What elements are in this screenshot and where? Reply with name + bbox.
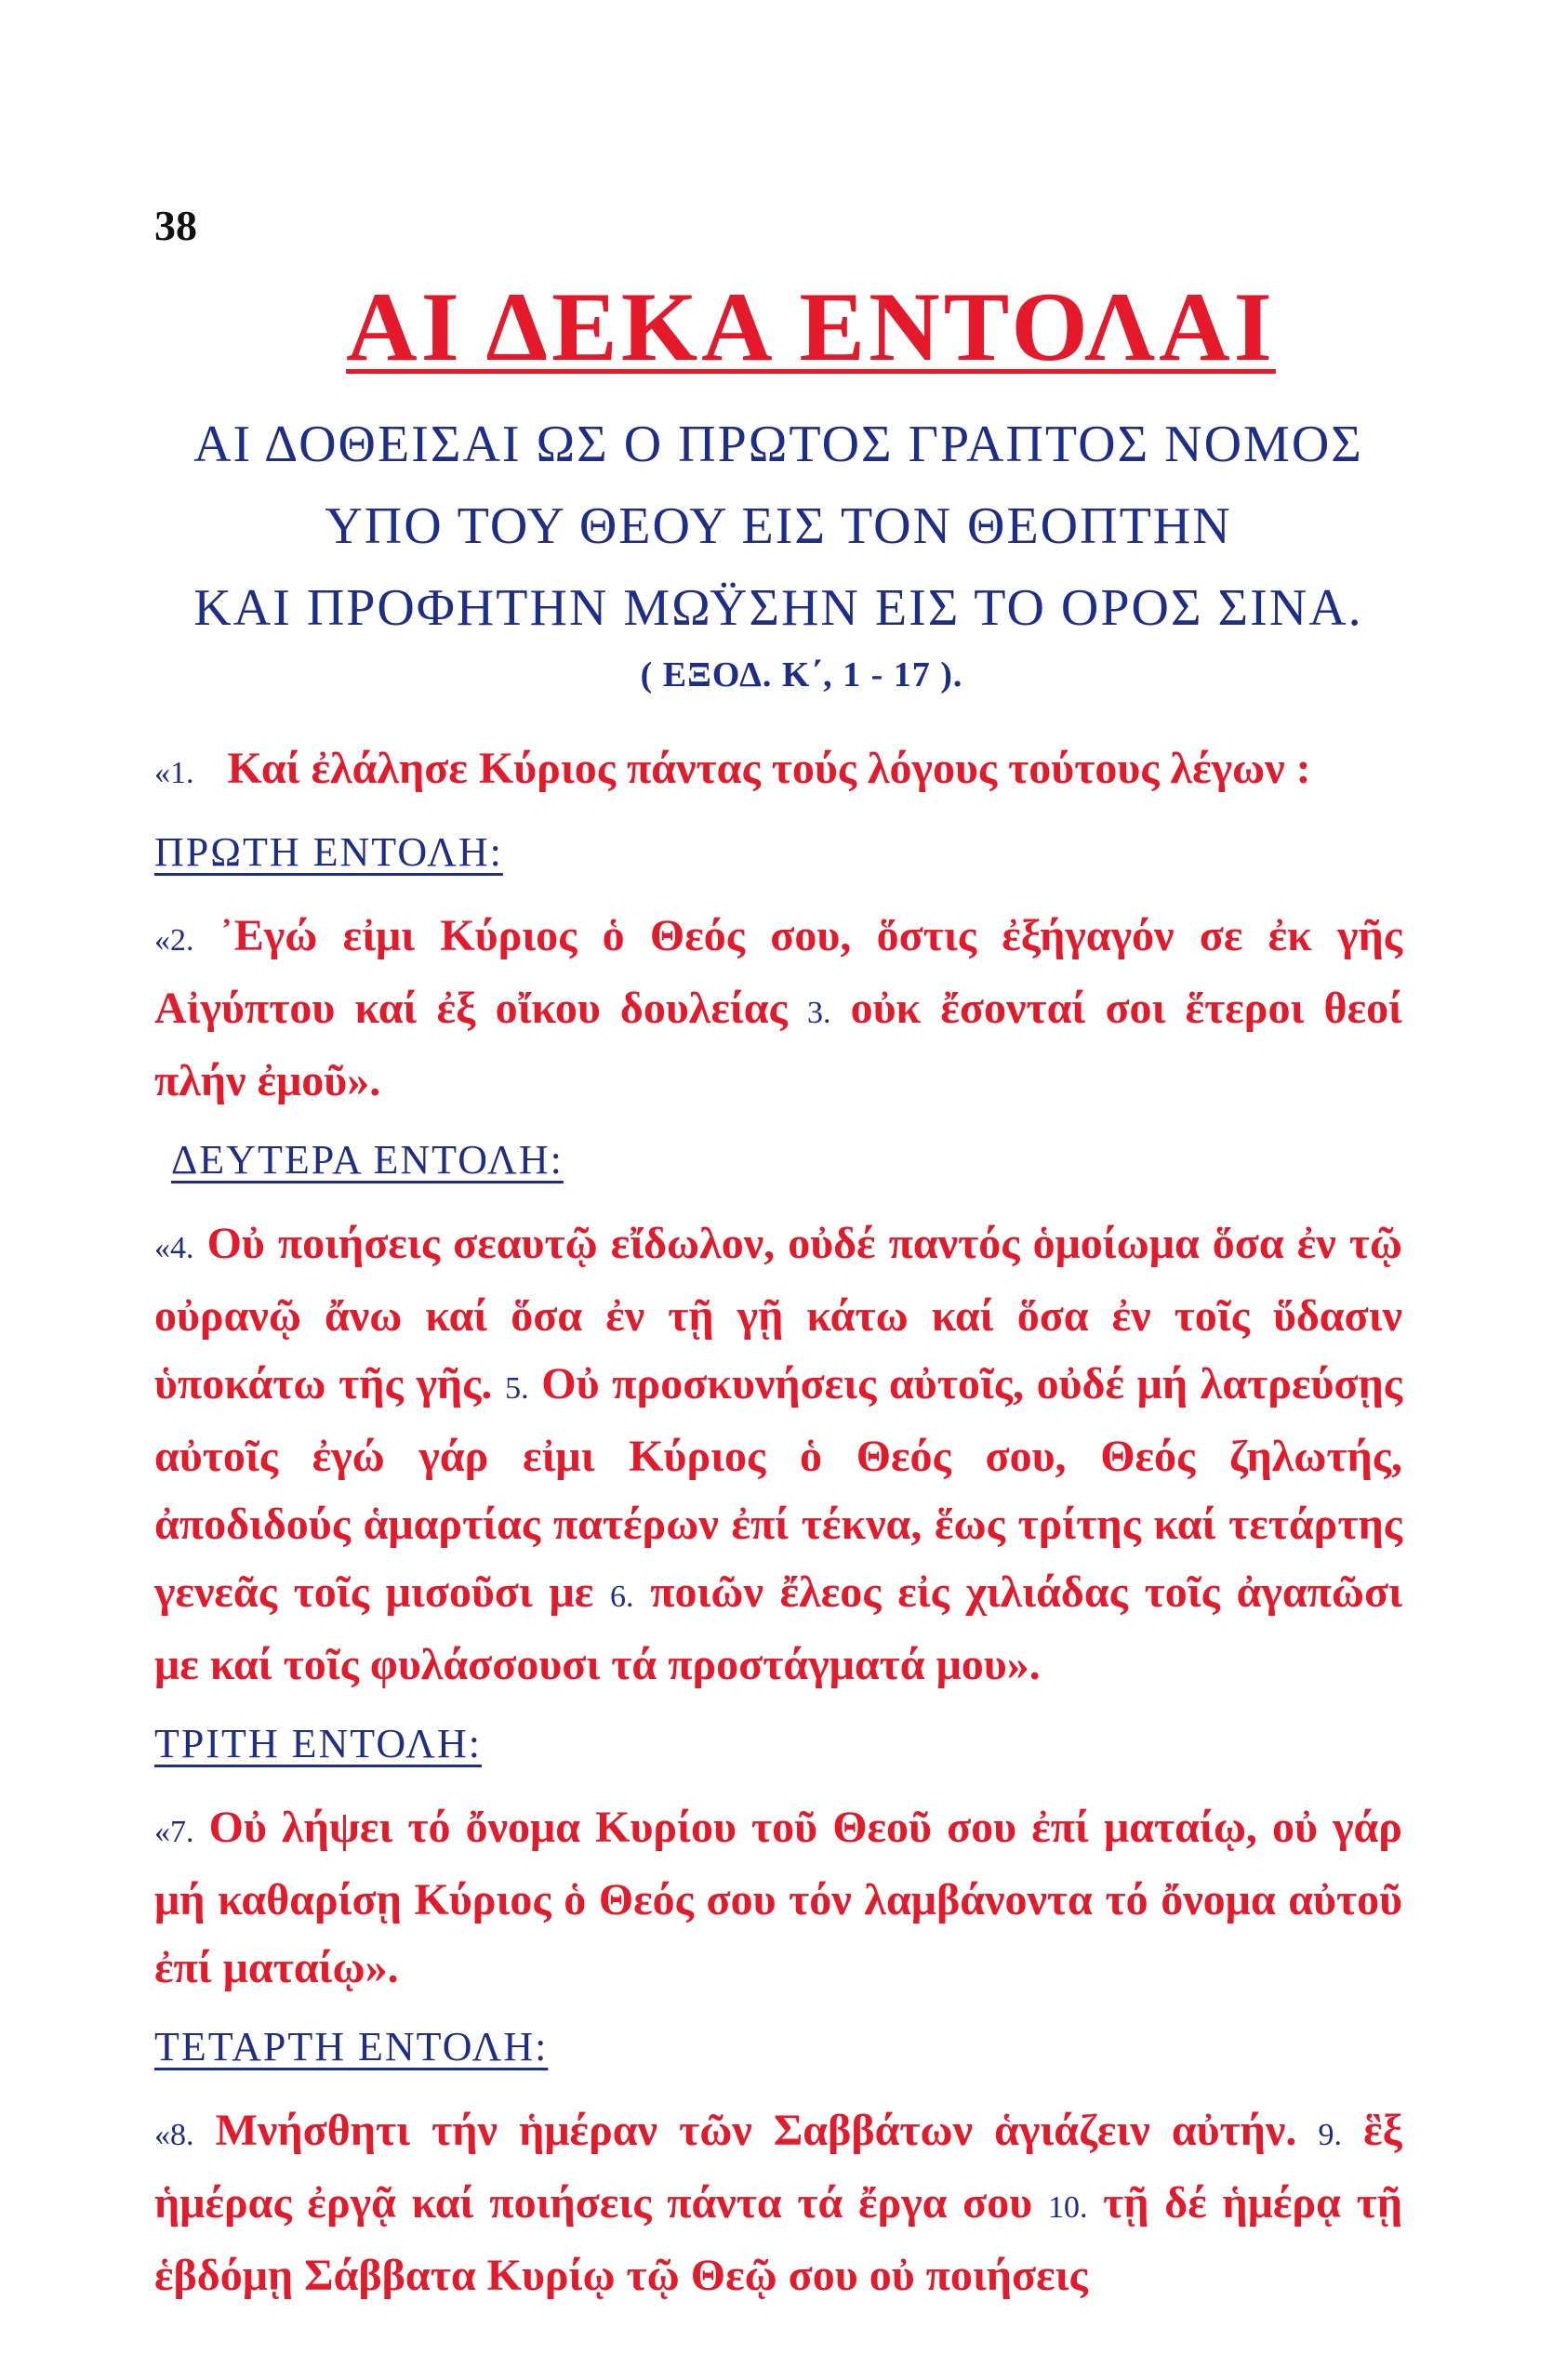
verse-text: ποιῶν ἔλεος εἰς χιλιάδας τοῖς ἀγαπῶσι με καί τοῖς φυλάσσουσι τά προστάγματά μου». — [154, 1567, 1402, 1689]
verse-text: Οὐ προσκυνήσεις αὐτοῖς, οὐδέ μή λατρεύσῃς αὐτοῖς ἐγώ γάρ εἰμι Κύριος ὁ Θεός σου, Θεός ζηλωτής, ἀποδιδούς ἁμαρτίας πατέρων ἐπί τέκνα, ἕως τρίτης καί τετάρτης γενεᾶς τοῖς μισοῦσι με — [154, 1359, 1403, 1617]
intro-quote-mark: « — [154, 756, 170, 790]
commandment-text-3 — [154, 1793, 1402, 2002]
commandment-heading-text: ΤΡΙΤΗ ΕΝΤΟΛΗ: — [154, 1721, 482, 1766]
commandment-text-1 — [154, 902, 1402, 1115]
verse-number: 2. — [170, 923, 194, 958]
commandment-heading-1 — [154, 824, 1402, 881]
verse-text: ἓξ ἡμέρας ἐργᾷ καί ποιήσεις πάντα τά ἔργα σου — [154, 2106, 1403, 2228]
verse-number: 8. — [170, 2118, 194, 2152]
page-title-text: ΑΙ ΔΕΚΑ ΕΝΤΟΛΑΙ — [346, 272, 1276, 381]
verse-text: Καί ἐλάλησε Κύριος πάντας τούς λόγους τούτους λέγων : — [227, 744, 1311, 793]
verse-number: 1. — [170, 756, 194, 790]
commandment-heading-text: ΤΕΤΑΡΤΗ ΕΝΤΟΛΗ: — [154, 2024, 549, 2069]
verse-text: οὐκ ἔσονταί σοι ἕτεροι θεοί πλήν ἐμοῦ». — [154, 984, 1402, 1105]
commandment-heading-text: ΔΕΥΤΕΡΑ ΕΝΤΟΛΗ: — [171, 1137, 564, 1183]
verse-number: 7. — [170, 1815, 194, 1849]
commandment-text-2 — [154, 1210, 1402, 1699]
verse-text: Μνήσθητι τήν ἡμέραν τῶν Σαββάτων ἁγιάζειν αὐτήν. — [193, 2106, 1319, 2155]
intro-verse — [154, 734, 1402, 807]
verse-number: 4. — [170, 1231, 194, 1265]
commandment-heading-2 — [171, 1131, 1402, 1189]
commandment-heading-text: ΠΡΩΤΗ ΕΝΤΟΛΗ: — [154, 829, 503, 875]
verse-number: 10. — [1047, 2190, 1088, 2225]
page-title — [219, 271, 1402, 383]
verse-number: 9. — [1318, 2118, 1342, 2152]
quote-mark: « — [154, 923, 170, 958]
scripture-reference: ( ΕΞΟΔ. Κ΄, 1 - 17 ). — [640, 655, 963, 694]
verse-number: 5. — [505, 1371, 529, 1406]
verse-text: Οὐ ποιήσεις σεαυτῷ εἴδωλον, οὐδέ παντός ὁμοίωμα ὅσα ἐν τῷ οὐρανῷ ἄνω καί ὅσα ἐν τῇ γῇ κάτω καί ὅσα ἐν τοῖς ὕδασιν ὑποκάτω τῆς γῆς. — [154, 1219, 1402, 1408]
quote-mark: « — [154, 1815, 170, 1849]
quote-mark: « — [154, 2118, 170, 2152]
commandment-heading-4 — [154, 2018, 1402, 2076]
verse-text: ᾿Εγώ εἰμι Κύριος ὁ Θεός σου, ὅστις ἐξήγαγόν σε ἐκ γῆς Αἰγύπτου καί ἐξ οἴκου δουλείας — [154, 911, 1402, 1033]
subtitle-line-1: ΑΙ ΔΟΘΕΙΣΑΙ ΩΣ Ο ΠΡΩΤΟΣ ΓΡΑΠΤΟΣ ΝΟΜΟΣ — [193, 416, 1363, 473]
page-number: 38 — [154, 202, 197, 249]
verse-text: Οὐ λήψει τό ὄνομα Κυρίου τοῦ Θεοῦ σου ἐπί ματαίῳ, οὐ γάρ μή καθαρίσῃ Κύριος ὁ Θεός σου τόν λαμβάνοντα τό ὄνομα αὐτοῦ ἐπί ματαίῳ». — [154, 1803, 1402, 1992]
verse-number: 3. — [806, 996, 831, 1030]
commandment-heading-3 — [154, 1715, 1402, 1773]
verse-number: 6. — [609, 1580, 634, 1614]
verse-text: τῇ δέ ἡμέρᾳ τῇ ἑβδόμῃ Σάββατα Κυρίῳ τῷ Θεῷ σου οὐ ποιήσεις — [154, 2178, 1402, 2300]
commandment-text-4 — [154, 2096, 1402, 2309]
subtitle-line-2: ΥΠΟ ΤΟΥ ΘΕΟΥ ΕΙΣ ΤΟΝ ΘΕΟΠΤΗΝ — [325, 497, 1232, 555]
subtitle-line-3: ΚΑΙ ΠΡΟΦΗΤΗΝ ΜΩΫΣΗΝ ΕΙΣ ΤΟ ΟΡΟΣ ΣΙΝΑ. — [193, 579, 1363, 637]
quote-mark: « — [154, 1231, 170, 1265]
